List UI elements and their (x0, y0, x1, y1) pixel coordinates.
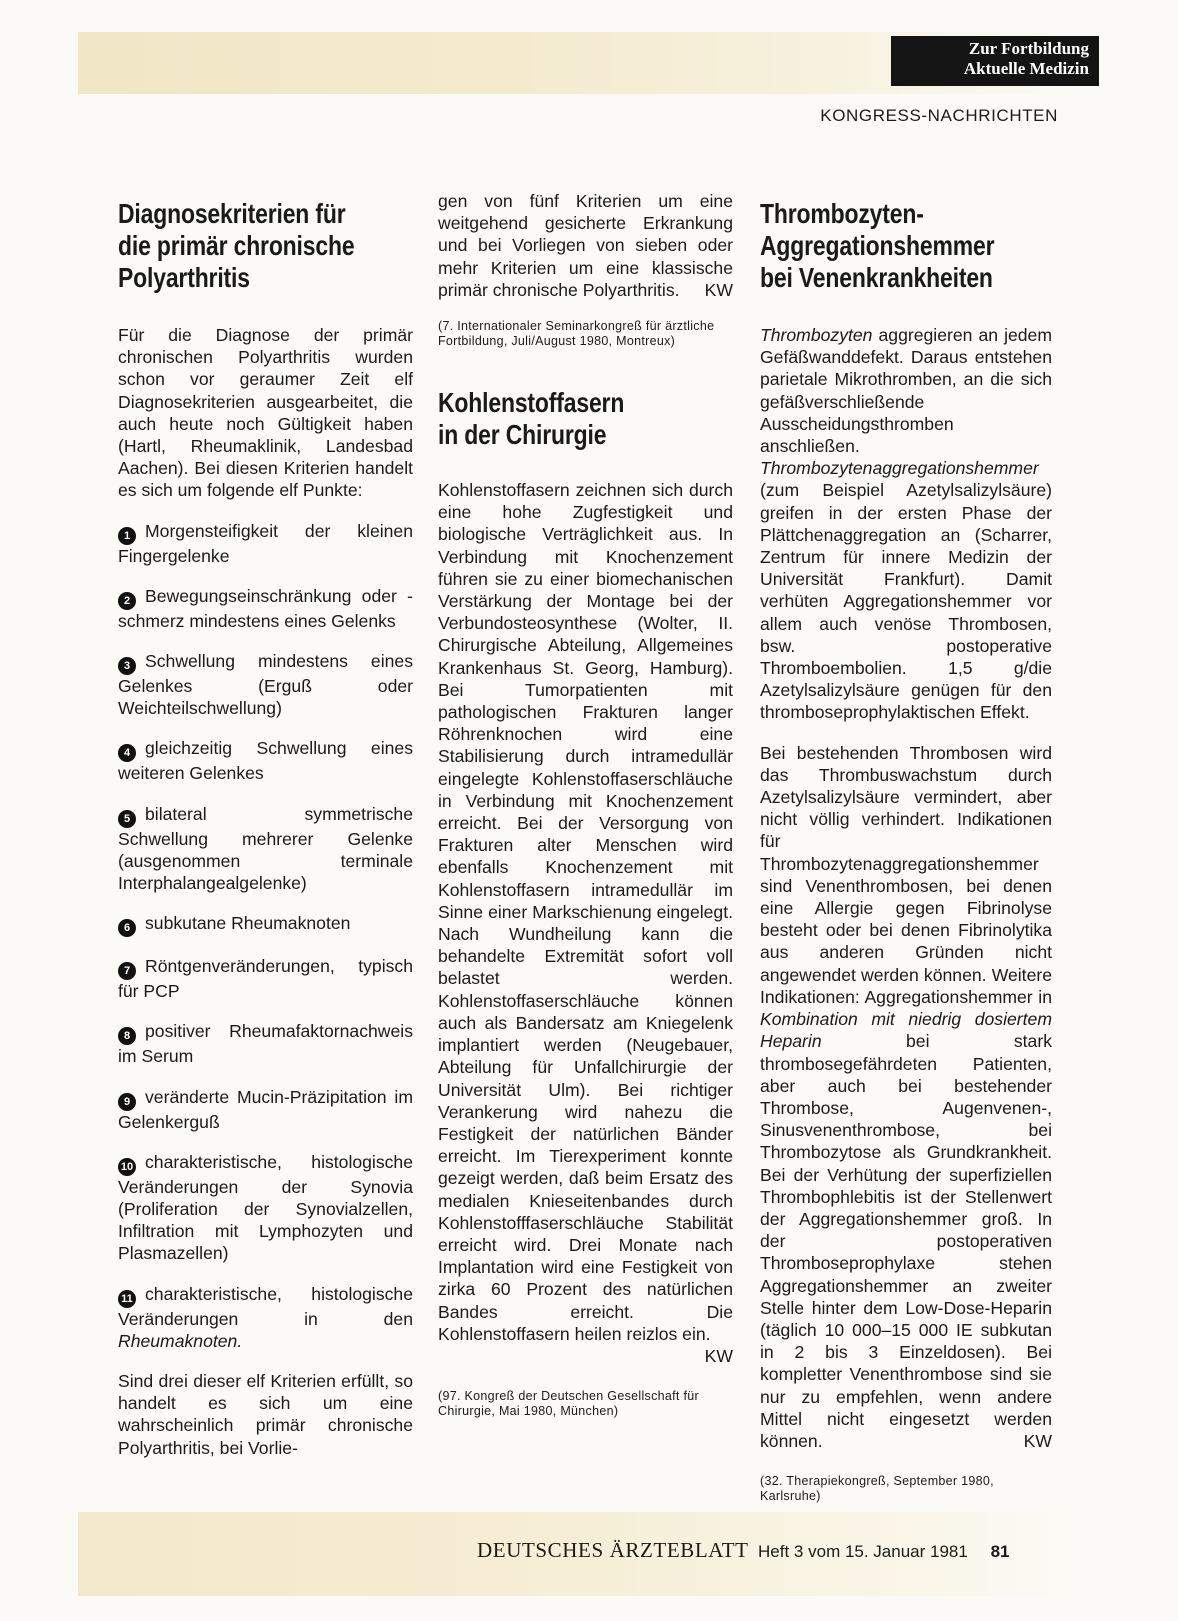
page-footer (477, 1538, 1009, 1563)
criterion-item (118, 1283, 413, 1352)
criterion-number-icon: 1 (118, 527, 136, 545)
article1-title-line-3: Polyarthritis (118, 262, 250, 293)
criterion-item (118, 737, 413, 784)
article1-title (118, 198, 413, 294)
criterion-item (118, 585, 413, 632)
criterion-text: veränderte Mucin-Präzipitation im Gelenkerguß (118, 1086, 413, 1132)
criterion-number-icon: 9 (118, 1093, 136, 1111)
article3-title-line-2: Aggregationshemmer (760, 230, 995, 261)
article3-title-line-3: bei Venenkrankheiten (760, 262, 993, 293)
criterion-item (118, 520, 413, 567)
criteria-list (118, 520, 413, 1370)
criterion-text: Schwellung mindestens eines Gelenkes (Erguß oder Weichteilschwellung) (118, 651, 413, 719)
article1-author: KW (704, 279, 733, 300)
criterion-item (118, 803, 413, 895)
rubric-label (891, 36, 1099, 86)
criterion-text: Röntgenveränderungen, typisch für PCP (118, 956, 413, 1002)
column-1 (118, 198, 413, 1459)
criterion-item (118, 955, 413, 1002)
criterion-text: charakteristische, histologische Veränderungen der Synovia (Proliferation der Synovialzellen, Infiltration mit Lymphozyten und Plasmazellen) (118, 1151, 413, 1264)
article2-title-line-2: in der Chirurgie (438, 419, 607, 451)
criterion-text: bilateral symmetrische Schwellung mehrerer Gelenke (ausgenommen terminale Interphalangealgelenke) (118, 803, 413, 894)
issue-info: Heft 3 vom 15. Januar 1981 (758, 1542, 968, 1561)
criterion-number-icon: 4 (118, 744, 136, 762)
criterion-number-icon: 3 (118, 657, 136, 675)
criterion-item (118, 1020, 413, 1067)
criterion-number-icon: 8 (118, 1027, 136, 1045)
article3-reference: (32. Therapiekongreß, September 1980, Karlsruhe) (760, 1474, 994, 1504)
criterion-text: charakteristische, histologische Veränderungen in den (118, 1283, 413, 1329)
article1-intro: Für die Diagnose der primär chronischen Polyarthritis wurden schon vor geraumer Zeit elf Diagnosekriterien ausgearbeitet, die auch heute noch Gültigkeit haben (Hartl, Rheumaklinik, Landesbad Aachen). Bei diesen Kriterien handelt es sich um folgende elf Punkte: (118, 325, 413, 501)
criterion-number-icon: 11 (118, 1290, 136, 1308)
criterion-number-icon: 2 (118, 592, 136, 610)
article1-reference: (7. Internationaler Seminarkongreß für ärztliche Fortbildung, Juli/August 1980, Montreux) (438, 319, 715, 349)
criterion-text: positiver Rheumafaktornachweis im Serum (118, 1021, 413, 1067)
article2-reference: (97. Kongreß der Deutschen Gesellschaft für Chirurgie, Mai 1980, München) (438, 1389, 699, 1419)
criterion-emphasis: Rheumaknoten. (118, 1330, 243, 1351)
article2-author: KW (704, 1345, 733, 1366)
criterion-item (118, 650, 413, 719)
article3-title (760, 198, 1052, 294)
criterion-item (118, 912, 413, 937)
article3-author: KW (1023, 1430, 1052, 1451)
rubric-line-2: Aktuelle Medizin (963, 59, 1089, 78)
article3-paragraph-1: Thrombozyten aggregieren an jedem Gefäßwanddefekt. Daraus entstehen parietale Mikrothromben, an die sich gefäßverschließende Ausscheidungsthromben anschließen. Thrombozytenaggregationshemmer (zum Beispiel Azetylsalizylsäure) greifen in der ersten Phase der Plättchenaggregation an (Scharrer, Zentrum für innere Medizin der Universität Frankfurt). Damit verhüten Aggregationshemmer vor allem auch venöse Thrombosen, bsw. postoperative Thromboembolien. 1,5 g/die Azetylsalizylsäure genügen für den thromboseprophylaktischen Effekt. (760, 325, 1052, 723)
criterion-item (118, 1151, 413, 1265)
column-3 (760, 198, 1052, 1504)
article1-closing-b: gen von fünf Kriterien um eine weitgehend gesicherte Erkrankung und bei Vorliegen von sieben oder mehr Kriterien um eine klassische primär chronische Polyarthritis. KW (438, 191, 733, 300)
criterion-number-icon: 10 (118, 1158, 136, 1176)
criterion-number-icon: 7 (118, 962, 136, 980)
criterion-number-icon: 6 (118, 919, 136, 937)
article1-closing-a: Sind drei dieser elf Kriterien erfüllt, so handelt es sich um eine wahrscheinlich primär chronische Polyarthritis, bei Vorlie- (118, 1371, 413, 1458)
article2-title (438, 387, 733, 451)
criterion-item (118, 1086, 413, 1133)
criterion-text: Morgensteifigkeit der kleinen Fingergelenke (118, 520, 413, 566)
article3-paragraph-2: Bei bestehenden Thrombosen wird das Thrombuswachstum durch Azetylsalizylsäure vermindert, aber nicht völlig verhindert. Indikationen für Thrombozytenaggregationshemmer sind Venenthrombosen, bei denen eine Allergie gegen Fibrinolyse besteht oder bei denen Fibrinolytika aus anderen Gründen nicht angewendet werden können. Weitere Indikationen: Aggregationshemmer in Kombination mit niedrig dosiertem Heparin bei stark thrombosegefährdeten Patienten, aber auch bei bestehender Thrombose, Augenvenen-, Sinusvenenthrombose, bei Thrombozytose als Grundkrankheit. Bei der Verhütung der superfiziellen Thrombophlebitis ist der Stellenwert der Aggregationshemmer groß. In der postoperativen Thromboseprophylaxe stehen Aggregationshemmer an zweiter Stelle hinter dem Low-Dose-Heparin (täglich 10 000–15 000 IE subkutan in 2 bis 3 Einzeldosen). Bei kompletter Venenthrombose sind sie nur zu empfehlen, wenn andere Mittel nicht eingesetzt werden können. KW (760, 742, 1052, 1451)
criterion-text: gleichzeitig Schwellung eines weiteren Gelenkes (118, 738, 413, 784)
criterion-text: subkutane Rheumaknoten (145, 913, 351, 934)
article1-title-line-2: die primär chronische (118, 230, 355, 261)
article2-title-line-1: Kohlenstoffasern (438, 387, 625, 419)
article2-body: Kohlenstoffasern zeichnen sich durch eine hohe Zugfestigkeit und biologische Verträglichkeit aus. In Verbindung mit Knochenzement führen sie zu einer biomechanischen Verstärkung der Montage bei der Verbundosteosynthese (Wolter, II. Chirurgische Abteilung, Allgemeines Krankenhaus St. Georg, Hamburg). Bei Tumorpatienten mit pathologischen Frakturen langer Röhrenknochen wird eine Stabilisierung durch intramedullär eingelegte Kohlenstoffaserschläuche in Verbindung mit Knochenzement erreicht. Bei der Versorgung von Frakturen alter Menschen wird ebenfalls Knochenzement mit Kohlenstoffasern intramedullär im Sinne einer Markschienung eingelegt. Nach Wundheilung kann die behandelte Extremität sofort voll belastet werden. Kohlenstoffaserschläuche können auch als Bandersatz am Kniegelenk implantiert werden (Neugebauer, Abteilung für Unfallchirurgie der Universität Ulm). Bei richtiger Verankerung wird nahezu die Festigkeit der natürlichen Bänder erreicht. Im Tierexperiment konnte gezeigt werden, daß beim Ersatz des medialen Knieseitenbandes durch Kohlenstofffaserschläuche Stabilität erreicht wird. Drei Monate nach Implantation wird eine Festigkeit von zirka 60 Prozent des natürlichen Bandes erreicht. Die Kohlenstoffasern heilen reizlos ein. KW (438, 480, 733, 1366)
criterion-number-icon: 5 (118, 810, 136, 828)
criterion-text: Bewegungseinschränkung oder -schmerz mindestens eines Gelenks (118, 585, 413, 631)
section-heading: KONGRESS-NACHRICHTEN (820, 106, 1058, 125)
column-2 (438, 190, 733, 1419)
journal-name: DEUTSCHES ÄRZTEBLATT (477, 1538, 749, 1562)
page-number: 81 (990, 1542, 1010, 1561)
article3-title-line-1: Thrombozyten- (760, 198, 924, 229)
article1-title-line-1: Diagnosekriterien für (118, 198, 346, 229)
rubric-line-1: Zur Fortbildung (968, 39, 1089, 58)
